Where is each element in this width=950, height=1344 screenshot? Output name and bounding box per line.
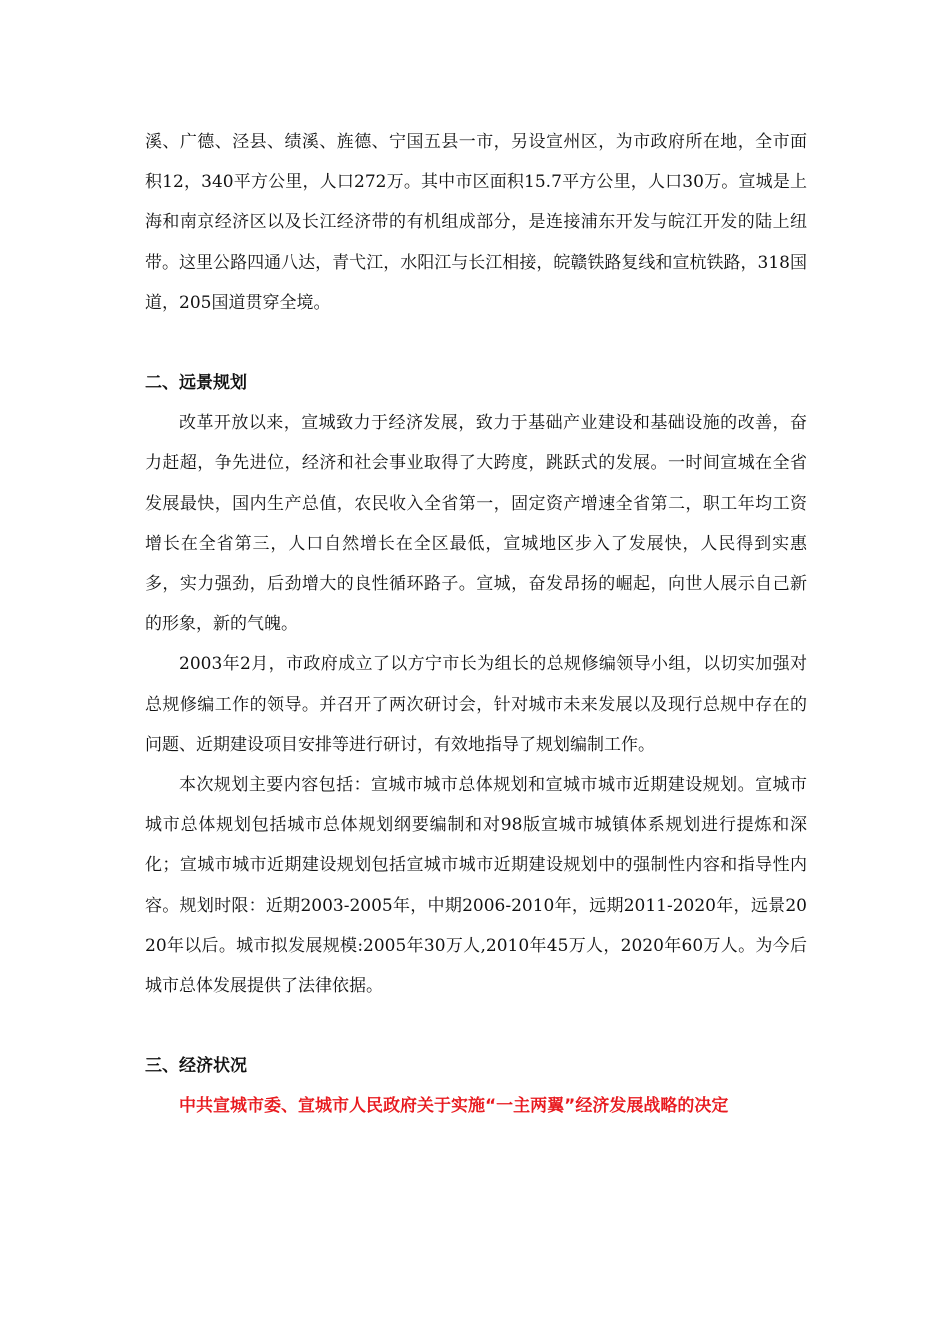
section-heading-economy: 三、经济状况	[145, 1056, 247, 1077]
paragraph-reform-development: 改革开放以来，宣城致力于经济发展，致力于基础产业建设和基础设施的改善，奋力赶超，争先进位，经济和社会事业取得了大跨度，跳跃式的发展。一时间宣城在全省发展最快，国内生产总值，农民收入全省第一，固定资产增速全省第二，职工年均工资增长在全省第三，人口自然增长在全区最低，宣城地区步入了发展快，人民得到实惠多，实力强劲，后劲增大的良性循环路子。宣城，奋发昂扬的崛起，向世人展示自己新的形象，新的气魄。	[145, 413, 807, 635]
paragraph-plan-content: 本次规划主要内容包括：宣城市城市总体规划和宣城市城市近期建设规划。宣城市城市总体规划包括城市总体规划纲要编制和对98版宣城市城镇体系规划进行提炼和深化；宣城市城市近期建设规划包括宣城市城市近期建设规划中的强制性内容和指导性内容。规划时限：近期2003-2005年，中期2006-2010年，远期2011-2020年，远景2020年以后。城市拟发展规模:2005年30万人,2010年45万人，2020年60万人。为今后城市总体发展提供了法律依据。	[145, 775, 807, 997]
section-heading-vision-planning: 二、远景规划	[145, 373, 247, 394]
paragraph-plan-revision-group: 2003年2月，市政府成立了以方宁市长为组长的总规修编领导小组，以切实加强对总规修编工作的领导。并召开了两次研讨会，针对城市未来发展以及现行总规中存在的问题、近期建设项目安排等进行研讨，有效地指导了规划编制工作。	[145, 654, 807, 755]
red-decision-title: 中共宣城市委、宣城市人民政府关于实施“一主两翼”经济发展战略的决定	[179, 1096, 729, 1117]
document-page	[145, 122, 807, 1127]
spacer	[145, 1006, 807, 1046]
spacer	[145, 323, 807, 363]
intro-paragraph: 溪、广德、泾县、绩溪、旌德、宁国五县一市，另设宣州区，为市政府所在地，全市面积12，340平方公里，人口272万。其中市区面积15.7平方公里，人口30万。宣城是上海和南京经济区以及长江经济带的有机组成部分，是连接浦东开发与皖江开发的陆上纽带。这里公路四通八达，青弋江，水阳江与长江相接，皖赣铁路复线和宣杭铁路，318国道，205国道贯穿全境。	[145, 132, 807, 313]
